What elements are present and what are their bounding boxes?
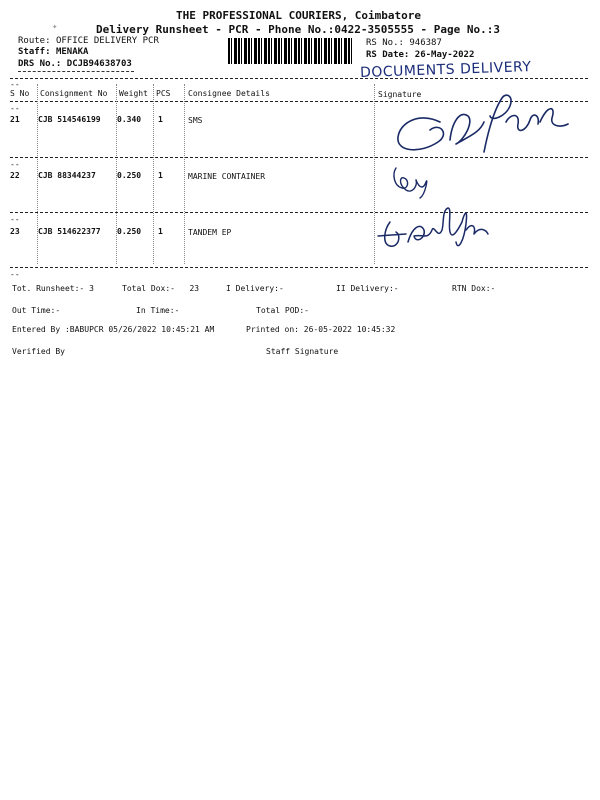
ii-delivery: II Delivery:- <box>336 284 399 293</box>
header-marker: -- <box>10 80 20 89</box>
drs-label: DRS No.: <box>18 59 62 69</box>
row-consignee: SMS <box>188 116 203 125</box>
total-dox-value: 23 <box>189 284 200 293</box>
rs-date-label: RS Date: <box>366 50 410 60</box>
drs-underline <box>18 71 134 72</box>
rs-no-label: RS No.: <box>366 38 404 48</box>
rs-no-value: 946387 <box>409 38 442 48</box>
row-weight: 0.250 <box>117 171 142 180</box>
staff-value: MENAKA <box>55 47 89 57</box>
row-pcs: 1 <box>158 171 163 180</box>
row-marker: -- <box>10 104 20 113</box>
row-marker: -- <box>10 270 20 279</box>
verified-by: Verified By <box>12 347 65 356</box>
rs-no-row <box>366 38 442 48</box>
i-delivery: I Delivery:- <box>226 284 284 293</box>
col-weight: Weight <box>119 89 148 98</box>
row-consignee: TANDEM EP <box>188 228 232 237</box>
rs-date-value: 26-May-2022 <box>414 50 475 60</box>
documents-delivery-stamp: DOCUMENTS DELIVERY <box>359 59 532 81</box>
signature-2-image <box>390 160 440 200</box>
col-consignee: Consignee Details <box>188 89 270 98</box>
row-weight: 0.250 <box>117 227 142 236</box>
header-top-divider <box>10 78 588 79</box>
total-dox <box>122 284 199 293</box>
total-dox-label: Total Dox:- <box>122 284 175 293</box>
printed-on: Printed on: 26-05-2022 10:45:32 <box>246 325 396 334</box>
route-label: Route: <box>18 36 51 46</box>
row-pcs: 1 <box>158 115 163 124</box>
row-weight: 0.340 <box>117 115 142 124</box>
row-sno: 23 <box>10 227 20 236</box>
row-marker: -- <box>10 215 20 224</box>
col-pcs: PCS <box>156 89 171 98</box>
row-sno: 21 <box>10 115 20 124</box>
out-time: Out Time:- <box>12 306 61 315</box>
col-separator <box>153 84 154 264</box>
signature-3-image <box>376 200 506 260</box>
signature-1-image <box>380 92 580 162</box>
rs-date-row <box>366 50 474 60</box>
drs-row <box>18 59 132 69</box>
col-consignment: Consignment No <box>40 89 108 98</box>
entered-by: Entered By :BABUPCR 05/26/2022 10:45:21 AM <box>12 325 215 334</box>
row-marker: -- <box>10 160 20 169</box>
row-consignee: MARINE CONTAINER <box>188 172 266 181</box>
col-separator <box>374 84 375 264</box>
company-name: THE PROFESSIONAL COURIERS, Coimbatore <box>176 9 422 22</box>
route-value: OFFICE DELIVERY PCR <box>55 36 159 46</box>
row-sno: 22 <box>10 171 20 180</box>
scan-mark-icon: ✦ <box>52 22 58 32</box>
route-row <box>18 36 159 46</box>
col-signature: Signature <box>378 90 422 99</box>
row-pcs: 1 <box>158 227 163 236</box>
row-divider <box>10 267 588 268</box>
tot-runsheet-label: Tot. Runsheet:- <box>12 284 85 293</box>
barcode-icon <box>228 38 354 64</box>
runsheet-title: Delivery Runsheet - PCR - Phone No.:0422-3505555 - Page No.:3 <box>96 23 500 36</box>
tot-runsheet <box>12 284 94 293</box>
row-consignment: CJB 514546199 <box>38 115 101 124</box>
col-separator <box>184 84 185 264</box>
drs-value: DCJB94638703 <box>66 59 132 69</box>
total-pod: Total POD:- <box>256 306 309 315</box>
col-sno: S No <box>10 89 30 98</box>
rtn-dox: RTN Dox:- <box>452 284 496 293</box>
tot-runsheet-value: 3 <box>89 284 94 293</box>
staff-signature: Staff Signature <box>266 347 339 356</box>
staff-label: Staff: <box>18 47 51 57</box>
row-consignment: CJB 88344237 <box>38 171 96 180</box>
in-time: In Time:- <box>136 306 180 315</box>
row-consignment: CJB 514622377 <box>38 227 101 236</box>
staff-row <box>18 47 88 57</box>
